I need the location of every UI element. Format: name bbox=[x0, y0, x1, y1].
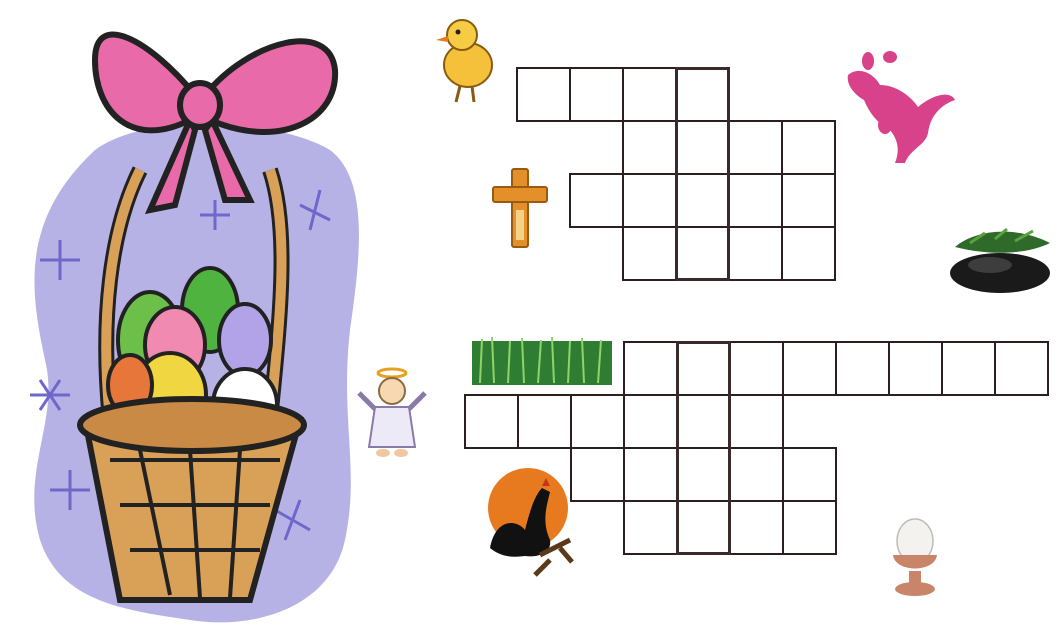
crossword-cell[interactable] bbox=[570, 394, 625, 449]
crossword-cell[interactable] bbox=[464, 394, 519, 449]
crossword-cell[interactable] bbox=[569, 173, 624, 228]
crossword-cell[interactable] bbox=[782, 447, 837, 502]
crossword-cell[interactable] bbox=[729, 394, 784, 449]
crossword-cell[interactable] bbox=[516, 67, 571, 122]
crossword-cell[interactable] bbox=[517, 394, 572, 449]
crossword-cell[interactable] bbox=[569, 67, 624, 122]
crossword-cell[interactable] bbox=[941, 341, 996, 396]
crossword-cell[interactable] bbox=[728, 120, 783, 175]
crossword-cell[interactable] bbox=[781, 226, 836, 281]
crossword-cell[interactable] bbox=[623, 341, 678, 396]
crossword-cell[interactable] bbox=[729, 447, 784, 502]
crossword-cell[interactable] bbox=[623, 447, 678, 502]
crossword-cell[interactable] bbox=[729, 500, 784, 555]
crossword-cell[interactable] bbox=[623, 500, 678, 555]
crossword-cell[interactable] bbox=[728, 173, 783, 228]
crossword-cell[interactable] bbox=[622, 226, 677, 281]
crossword-cell[interactable] bbox=[675, 67, 730, 122]
crossword-cell[interactable] bbox=[676, 341, 731, 396]
crossword-cell[interactable] bbox=[781, 173, 836, 228]
crossword-cell[interactable] bbox=[994, 341, 1049, 396]
crossword-cell[interactable] bbox=[729, 341, 784, 396]
crossword-cell[interactable] bbox=[622, 173, 677, 228]
crossword-cell[interactable] bbox=[782, 500, 837, 555]
crossword-cell[interactable] bbox=[676, 500, 731, 555]
crossword-cell[interactable] bbox=[675, 173, 730, 228]
crossword-cell[interactable] bbox=[675, 226, 730, 281]
crossword-cell[interactable] bbox=[835, 341, 890, 396]
crossword-cell[interactable] bbox=[676, 394, 731, 449]
crossword-cell[interactable] bbox=[675, 120, 730, 175]
crossword-cell[interactable] bbox=[888, 341, 943, 396]
crossword-cell[interactable] bbox=[622, 120, 677, 175]
crossword-cell[interactable] bbox=[728, 226, 783, 281]
crossword-cell[interactable] bbox=[781, 120, 836, 175]
crossword-cell[interactable] bbox=[623, 394, 678, 449]
crossword-cell[interactable] bbox=[782, 341, 837, 396]
crossword-cell[interactable] bbox=[570, 447, 625, 502]
crossword-cell[interactable] bbox=[676, 447, 731, 502]
crossword-cell[interactable] bbox=[622, 67, 677, 122]
